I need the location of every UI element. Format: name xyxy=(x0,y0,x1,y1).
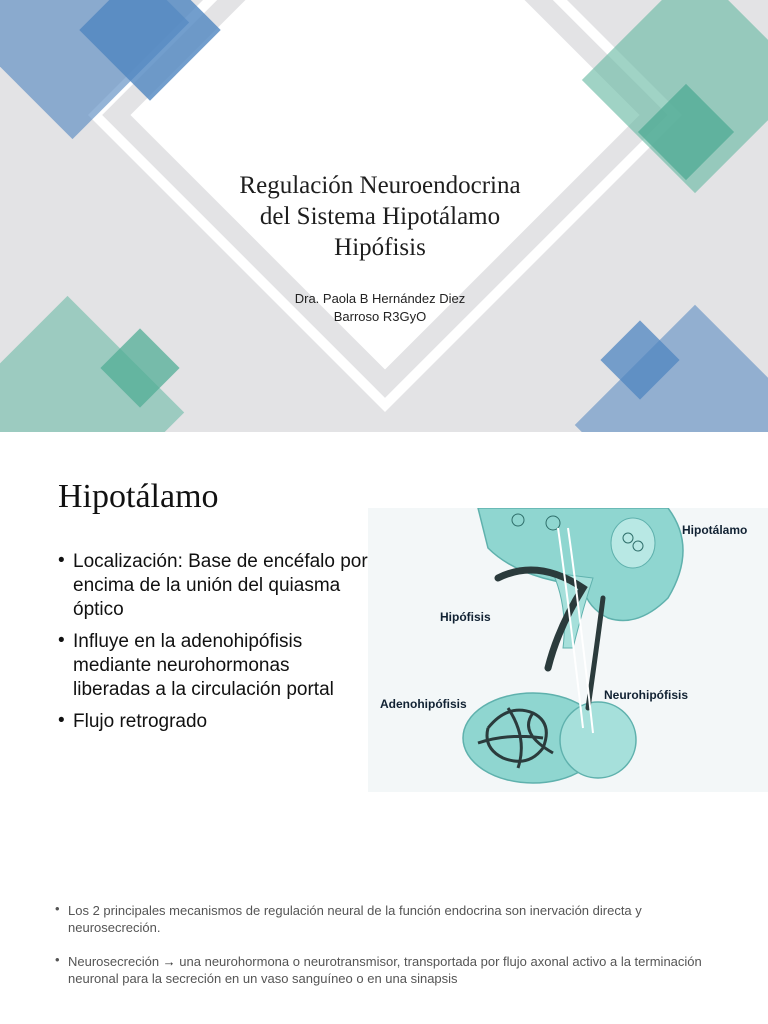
blue-square-bottomright xyxy=(575,305,768,432)
title-line-3: Hipófisis xyxy=(334,234,426,261)
hypothalamus-lobe xyxy=(611,518,655,568)
note-rest: una neurohormona o neurotransmisor, transportada por flujo axonal activo a la terminación neuronal para la secreción en un vaso sanguíneo o en una sinapsis xyxy=(68,954,702,986)
label-hipofisis: Hipófisis xyxy=(440,610,491,624)
presentation-author xyxy=(200,290,560,326)
note-item xyxy=(55,953,720,987)
author-line-1: Dra. Paola B Hernández Diez xyxy=(294,291,466,306)
author-line-2: Barroso R3GyO xyxy=(333,309,427,324)
label-hipotalamo: Hipotálamo xyxy=(682,523,748,537)
pituitary-illustration xyxy=(368,508,768,792)
presentation-title xyxy=(150,170,610,263)
pituitary-diagram xyxy=(368,508,768,792)
bullet-item: • Influye en la adenohipófisis mediante neurohormonas liberadas a la circulación portal xyxy=(58,630,368,702)
neurohypophysis-shape xyxy=(560,702,636,778)
title-line-1: Regulación Neuroendocrina xyxy=(239,172,521,199)
label-adenohipofisis: Adenohipófisis xyxy=(380,697,467,711)
bullet-list xyxy=(58,550,368,742)
note-lead: Neurosecreción xyxy=(68,954,160,969)
note-item: • Los 2 principales mecanismos de regulación neural de la función endocrina son inervación directa y neurosecreción. xyxy=(55,902,720,936)
bullet-item: • Flujo retrogrado xyxy=(58,710,368,734)
title-line-2: del Sistema Hipotálamo xyxy=(259,203,501,230)
label-neurohipofisis: Neurohipófisis xyxy=(604,688,689,702)
bullet-item: • Localización: Base de encéfalo por encima de la unión del quiasma óptico xyxy=(58,550,368,622)
notes-list xyxy=(55,902,720,1004)
arrow-right-icon: → xyxy=(162,954,176,969)
slide-title: Hipotálamo xyxy=(58,478,219,515)
title-slide xyxy=(0,0,768,432)
